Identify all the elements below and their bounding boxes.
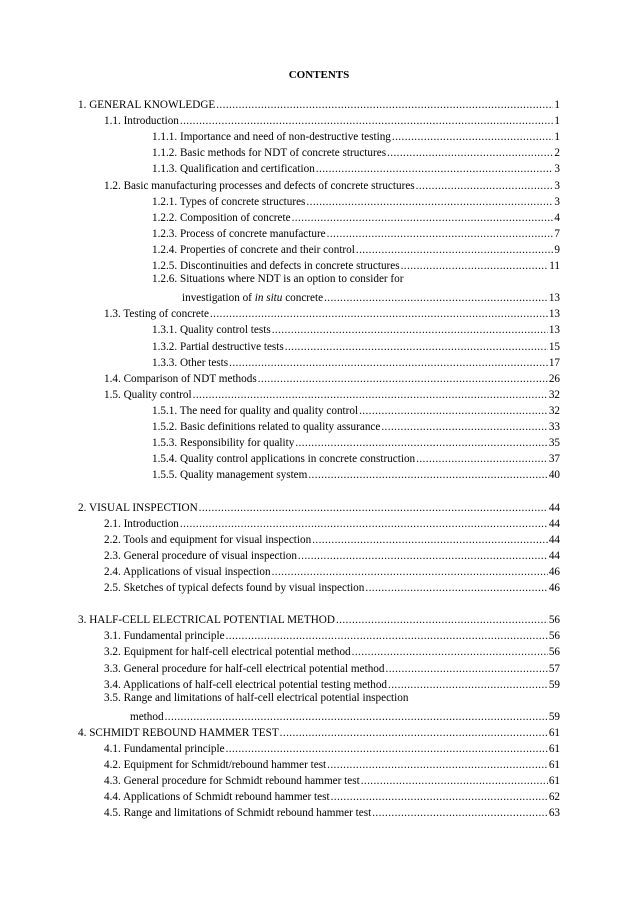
toc-entry-label-part: concrete bbox=[282, 292, 324, 305]
toc-entry bbox=[104, 386, 560, 402]
toc-leader bbox=[180, 115, 554, 128]
toc-leader bbox=[381, 421, 547, 434]
toc-entry-page: 35 bbox=[548, 437, 560, 450]
toc-entry-label: 3.5. Range and limitations of half-cell electrical potential inspection bbox=[104, 691, 409, 704]
toc-leader bbox=[336, 614, 548, 627]
toc-entry bbox=[152, 160, 560, 176]
toc-entry-label: 2.3. General procedure of visual inspection bbox=[104, 549, 297, 562]
toc-entry bbox=[152, 418, 560, 434]
toc-entry-label: 1.2.3. Process of concrete manufacture bbox=[152, 227, 326, 240]
toc-entry bbox=[104, 660, 560, 676]
toc-leader bbox=[327, 228, 554, 241]
toc-entry-label: 1.2.6. Situations where NDT is an option to consider for bbox=[152, 273, 404, 286]
toc-entry-page: 59 bbox=[548, 710, 560, 723]
toc-entry bbox=[78, 611, 560, 627]
toc-leader bbox=[216, 99, 553, 112]
toc-leader bbox=[165, 711, 548, 724]
toc-entry bbox=[78, 499, 560, 515]
toc-leader bbox=[386, 663, 548, 676]
toc-entry-label: 1.1. Introduction bbox=[104, 115, 179, 128]
toc-leader bbox=[199, 502, 548, 515]
toc-entry-page: 2 bbox=[554, 147, 560, 160]
toc-entry-label: 1.3. Testing of concrete bbox=[104, 308, 209, 321]
toc-leader bbox=[210, 308, 548, 321]
toc-entry bbox=[104, 547, 560, 563]
toc-entry-label: 1.5.1. The need for quality and quality control bbox=[152, 404, 359, 417]
toc-entry bbox=[152, 209, 560, 225]
toc-entry-page: 46 bbox=[548, 582, 560, 594]
toc-entry bbox=[152, 450, 560, 466]
toc-entry-label: 2.2. Tools and equipment for visual inspection bbox=[104, 533, 312, 546]
toc-leader bbox=[352, 646, 548, 659]
toc-entry bbox=[104, 112, 560, 128]
toc-leader bbox=[372, 807, 548, 820]
toc-entry-label: 2.1. Introduction bbox=[104, 517, 179, 530]
toc-entry-label: 1.2. Basic manufacturing processes and defects of concrete structures bbox=[104, 179, 415, 192]
toc-entry-continuation bbox=[182, 289, 560, 305]
toc-entry-label: 1.1.2. Basic methods for NDT of concrete structures bbox=[152, 147, 387, 160]
toc-entry-page: 56 bbox=[548, 614, 560, 627]
toc-leader bbox=[327, 759, 548, 772]
toc-entry-page: 17 bbox=[548, 356, 560, 369]
toc-entry-page: 9 bbox=[554, 243, 560, 256]
toc-leader bbox=[295, 437, 547, 450]
toc-entry-page: 61 bbox=[548, 726, 560, 739]
toc-entry-label: 1.5.4. Quality control applications in concrete construction bbox=[152, 453, 416, 466]
toc-entry-page: 1 bbox=[554, 99, 560, 111]
toc-leader bbox=[226, 630, 548, 643]
toc-entry-label: 1.1.1. Importance and need of non-destructive testing bbox=[152, 131, 391, 144]
toc-entry-page: 4 bbox=[554, 211, 560, 224]
toc-entry-page: 44 bbox=[548, 549, 560, 562]
toc-entry-label-continued bbox=[130, 711, 164, 724]
toc-entry bbox=[152, 466, 560, 482]
toc-entry-label: 1.2.2. Composition of concrete bbox=[152, 211, 291, 224]
toc-entry-label: 3.2. Equipment for half-cell electrical potential method bbox=[104, 646, 351, 659]
toc-entry bbox=[104, 756, 560, 772]
toc-leader bbox=[331, 791, 548, 804]
toc-entry-page: 44 bbox=[548, 517, 560, 530]
toc-entry-page: 1 bbox=[554, 115, 560, 128]
toc-entry-page: 3 bbox=[554, 179, 560, 192]
toc-entry-label: 1.1.3. Qualification and certification bbox=[152, 163, 315, 176]
toc-entry bbox=[104, 740, 560, 756]
toc-entry-label: 1. GENERAL KNOWLEDGE bbox=[78, 99, 216, 111]
toc-leader bbox=[316, 163, 554, 176]
toc-leader bbox=[416, 453, 548, 466]
toc-entry-label: 2.4. Applications of visual inspection bbox=[104, 565, 271, 578]
toc-entry bbox=[152, 273, 560, 289]
toc-leader bbox=[361, 775, 548, 788]
toc-leader bbox=[324, 292, 548, 305]
toc-entry-page: 56 bbox=[548, 630, 560, 643]
toc-entry-page: 15 bbox=[548, 340, 560, 353]
toc-entry-label: 2. VISUAL INSPECTION bbox=[78, 501, 198, 514]
toc-entry bbox=[152, 402, 560, 418]
toc-entry bbox=[152, 338, 560, 354]
toc-entry-continuation bbox=[130, 708, 560, 724]
toc-entry-label: 4.5. Range and limitations of Schmidt rebound hammer test bbox=[104, 807, 372, 820]
toc-leader bbox=[298, 550, 548, 563]
toc-entry-label: 4.4. Applications of Schmidt rebound hammer test bbox=[104, 791, 330, 804]
toc-entry-label: 1.2.5. Discontinuities and defects in concrete structures bbox=[152, 260, 400, 272]
toc-entry-label: 1.2.4. Properties of concrete and their control bbox=[152, 243, 355, 256]
toc-leader bbox=[272, 324, 548, 337]
toc-entry-page: 44 bbox=[548, 533, 560, 546]
toc-entry-page: 61 bbox=[548, 775, 560, 788]
toc-entry bbox=[78, 96, 560, 112]
toc-entry bbox=[152, 434, 560, 450]
toc-entry-label: 1.2.1. Types of concrete structures bbox=[152, 195, 306, 208]
toc-entry bbox=[104, 579, 560, 595]
toc-entry-page: 3 bbox=[554, 195, 560, 208]
toc-leader bbox=[272, 566, 548, 579]
toc-entry-page: 40 bbox=[548, 469, 560, 482]
toc-leader bbox=[401, 260, 549, 273]
toc-leader bbox=[365, 582, 547, 595]
toc-entry-label: 1.5.5. Quality management system bbox=[152, 469, 308, 482]
toc-entry bbox=[104, 772, 560, 788]
toc-entry-label-part: method bbox=[130, 710, 164, 723]
toc-leader bbox=[392, 131, 554, 144]
toc-entry bbox=[104, 370, 560, 386]
toc-entry-label: 3. HALF-CELL ELECTRICAL POTENTIAL METHOD bbox=[78, 614, 335, 627]
toc-entry-page: 32 bbox=[548, 388, 560, 401]
toc-leader bbox=[356, 244, 554, 257]
toc-entry bbox=[104, 563, 560, 579]
toc-entry-page: 44 bbox=[548, 501, 560, 514]
toc-entry-page: 13 bbox=[548, 324, 560, 337]
toc-entry bbox=[104, 305, 560, 321]
toc-entry-label: 3.1. Fundamental principle bbox=[104, 630, 225, 643]
toc-entry bbox=[152, 193, 560, 209]
toc-entry-page: 61 bbox=[548, 759, 560, 772]
toc-entry bbox=[104, 676, 560, 692]
toc-leader bbox=[308, 469, 547, 482]
toc-entry bbox=[152, 241, 560, 257]
toc-entry-page: 56 bbox=[548, 646, 560, 659]
toc-entry bbox=[152, 144, 560, 160]
toc-entry-page: 46 bbox=[548, 565, 560, 578]
toc-entry-page: 32 bbox=[548, 404, 560, 417]
toc-entry-page: 7 bbox=[554, 227, 560, 240]
toc-entry bbox=[104, 804, 560, 820]
toc-entry-label: 1.3.1. Quality control tests bbox=[152, 324, 271, 337]
toc-entry-label: 2.5. Sketches of typical defects found by visual inspection bbox=[104, 582, 365, 594]
toc-entry-page: 1 bbox=[554, 131, 560, 144]
toc-leader bbox=[312, 534, 548, 547]
toc-entry bbox=[152, 354, 560, 370]
toc-leader bbox=[387, 147, 553, 160]
toc-leader bbox=[193, 389, 548, 402]
toc-entry-label-continued bbox=[182, 292, 323, 305]
toc-leader bbox=[226, 743, 548, 756]
toc-entry bbox=[104, 627, 560, 643]
toc-leader bbox=[388, 679, 548, 692]
toc-entry-label: 4.3. General procedure for Schmidt rebound hammer test bbox=[104, 775, 360, 788]
toc-entry-page: 61 bbox=[548, 743, 560, 755]
toc-entry-page: 11 bbox=[549, 260, 560, 272]
page-title: CONTENTS bbox=[288, 69, 350, 81]
toc-leader bbox=[280, 727, 548, 740]
toc-entry-label: 4.1. Fundamental principle bbox=[104, 743, 225, 755]
toc-entry-page: 13 bbox=[548, 292, 560, 305]
toc-entry-page: 33 bbox=[548, 421, 560, 433]
toc-entry-label: 4.2. Equipment for Schmidt/rebound hammer test bbox=[104, 759, 327, 772]
toc-entry bbox=[152, 225, 560, 241]
toc-entry-label: 3.3. General procedure for half-cell electrical potential method bbox=[104, 662, 385, 675]
toc-leader bbox=[229, 357, 548, 370]
toc-entry bbox=[104, 643, 560, 659]
toc-entry-label: 3.4. Applications of half-cell electrical potential testing method bbox=[104, 678, 388, 691]
toc-entry-page: 3 bbox=[554, 163, 560, 176]
toc-entry-page: 13 bbox=[548, 308, 560, 321]
toc-entry-page: 26 bbox=[548, 372, 560, 385]
toc-entry-page: 57 bbox=[548, 662, 560, 675]
toc-entry-label: 1.5.2. Basic definitions related to quality assurance bbox=[152, 421, 381, 433]
toc-entry-label: 1.3.2. Partial destructive tests bbox=[152, 340, 284, 353]
toc-entry-label: 4. SCHMIDT REBOUND HAMMER TEST bbox=[78, 726, 279, 739]
toc-leader bbox=[285, 341, 548, 354]
toc-entry bbox=[104, 692, 560, 708]
toc-entry-page: 37 bbox=[548, 453, 560, 466]
toc-entry-label: 1.5. Quality control bbox=[104, 388, 192, 401]
toc-entry bbox=[152, 128, 560, 144]
toc-leader bbox=[180, 518, 548, 531]
toc-leader bbox=[306, 196, 553, 209]
toc-entry-page: 62 bbox=[548, 791, 560, 804]
toc-entry bbox=[104, 531, 560, 547]
toc-entry-label: 1.5.3. Responsibility for quality bbox=[152, 437, 295, 450]
toc-entry-label-italic: in situ bbox=[254, 292, 283, 305]
toc-entry-label: 1.3.3. Other tests bbox=[152, 356, 229, 369]
toc-leader bbox=[359, 405, 548, 418]
toc-entry-label: 1.4. Comparison of NDT methods bbox=[104, 372, 257, 385]
toc-entry bbox=[104, 177, 560, 193]
toc-entry-page: 63 bbox=[548, 807, 560, 820]
toc-entry-label-part: investigation of bbox=[182, 292, 255, 305]
toc-entry bbox=[152, 321, 560, 337]
toc-entry bbox=[152, 257, 560, 273]
toc-leader bbox=[258, 373, 548, 386]
toc-entry bbox=[104, 788, 560, 804]
toc-entry bbox=[78, 724, 560, 740]
toc-entry-page: 59 bbox=[548, 678, 560, 691]
toc-leader bbox=[416, 180, 554, 193]
toc-leader bbox=[292, 212, 554, 225]
toc-entry bbox=[104, 515, 560, 531]
